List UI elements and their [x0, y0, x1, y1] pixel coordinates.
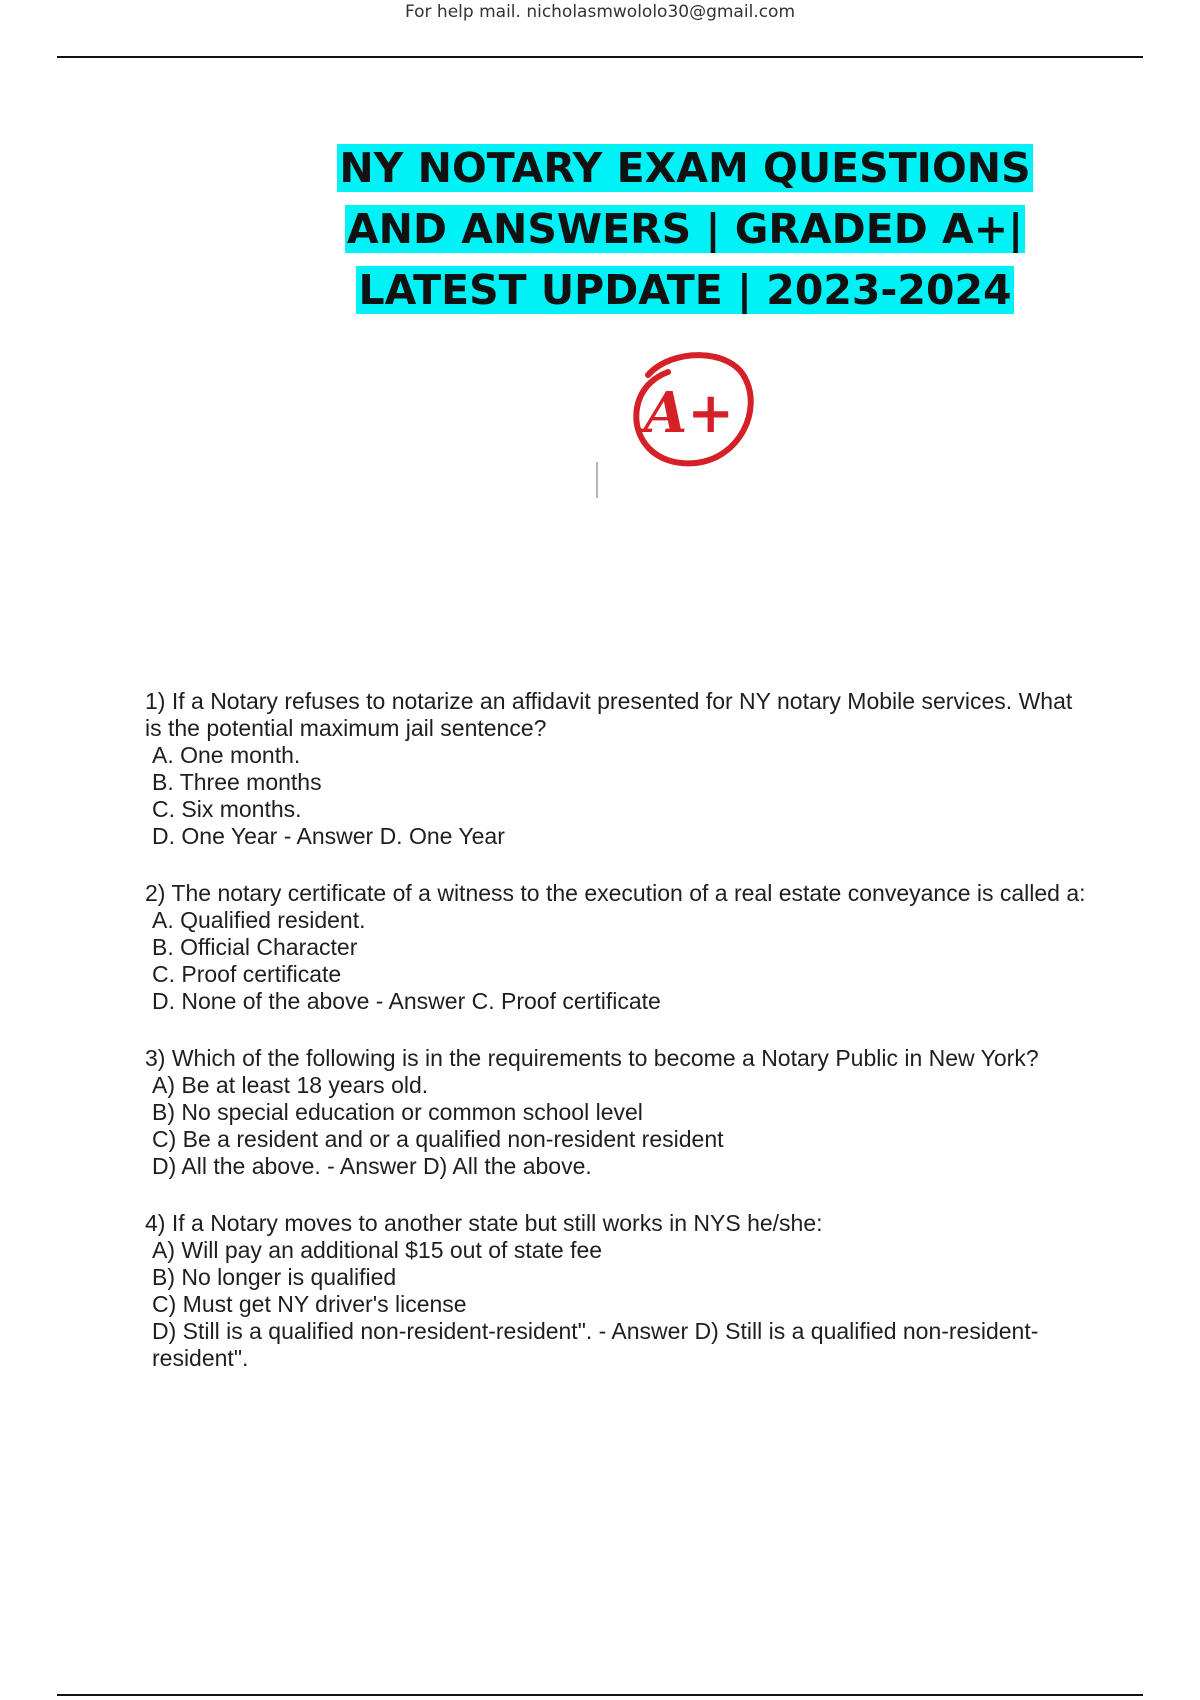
answer-option: A) Will pay an additional $15 out of state fee [152, 1237, 603, 1263]
question-text: 4) If a Notary moves to another state but still works in NYS he/she: [145, 1210, 823, 1236]
header-divider [57, 56, 1143, 58]
title-line-3: LATEST UPDATE | 2023-2024 [358, 266, 1012, 314]
title-line-1: NY NOTARY EXAM QUESTIONS [339, 144, 1031, 192]
answer-option: B. Three months [152, 769, 322, 795]
answer-option: B. Official Character [152, 934, 358, 960]
answer-option: C) Must get NY driver's license [152, 1291, 467, 1317]
question-item [145, 1045, 1095, 1180]
footer-divider [57, 1694, 1143, 1696]
question-item [145, 880, 1095, 1015]
answer-option: C. Six months. [152, 796, 302, 822]
question-text: 2) The notary certificate of a witness to the execution of a real estate conveyance is called a: [145, 880, 1086, 906]
help-contact-note: For help mail. nicholasmwololo30@gmail.com [404, 2, 796, 22]
answer-option: C) Be a resident and or a qualified non-resident resident [152, 1126, 724, 1152]
grade-a-plus-stamp-icon [590, 330, 780, 505]
question-text: 1) If a Notary refuses to notarize an affidavit presented for NY notary Mobile services. What is the potential maximum jail sentence? [145, 688, 1073, 741]
answer-option: A. One month. [152, 742, 301, 768]
answer-option: D. One Year - Answer D. One Year [152, 823, 505, 849]
document-title [300, 138, 1070, 321]
answer-option: A) Be at least 18 years old. [152, 1072, 429, 1098]
answer-option: C. Proof certificate [152, 961, 342, 987]
answer-option: A. Qualified resident. [152, 907, 366, 933]
question-item [145, 688, 1095, 850]
question-text: 3) Which of the following is in the requirements to become a Notary Public in New York? [145, 1045, 1039, 1071]
question-list [145, 688, 1095, 1402]
title-line-2: AND ANSWERS | GRADED A+| [346, 205, 1024, 253]
answer-option: B) No longer is qualified [152, 1264, 397, 1290]
answer-option: B) No special education or common school level [152, 1099, 643, 1125]
answer-option: D) All the above. - Answer D) All the above. [152, 1153, 592, 1179]
answer-option: D) Still is a qualified non-resident-resident". - Answer D) Still is a qualified non-resident-resident". [152, 1318, 1039, 1371]
answer-option: D. None of the above - Answer C. Proof certificate [152, 988, 661, 1014]
question-item [145, 1210, 1095, 1372]
stamp-text: A+ [643, 380, 735, 446]
